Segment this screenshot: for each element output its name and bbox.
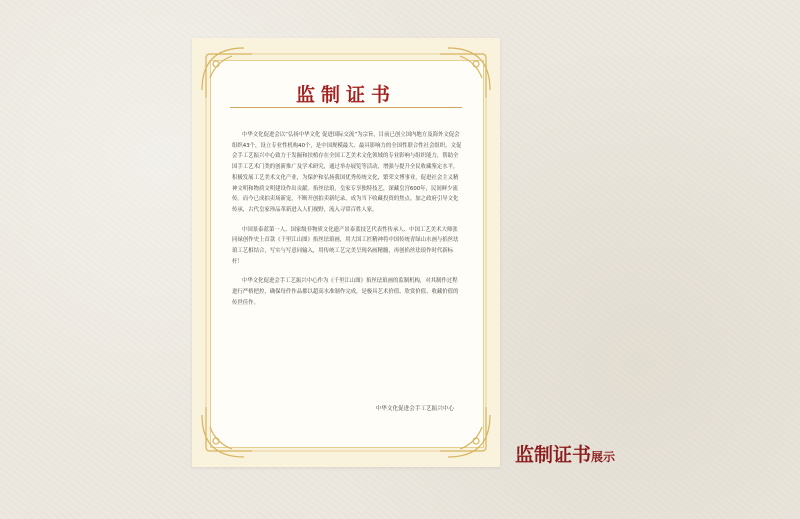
certificate-body [232,130,462,318]
page-caption [515,440,615,467]
certificate-document [192,38,500,467]
certificate-title: 监制证书 [295,84,396,106]
title-divider [230,107,462,108]
certificate-paragraph: 中华文化促进会以“弘扬中华文化 促进国际交流”为宗旨，目前已创立国内地方及海外文促会组织43个，设立专业性机构40个，是中国规模最大、最具影响力的全国性联合性社会组织。文促会手工艺振兴中心致力于发掘和扶植存在全国工艺美术文化领域的专业影响与组织能力，帮助全国手工艺术门类的创新推广及学术研究，通过举办展览等活动，增强与提升全民收藏鉴定水平，积极发展工艺美术文化产业，为保护和弘扬我国优秀传统文化，繁荣文博事业，促进社会主义精神文明和物质文明建设作出贡献。掐丝珐琅，皇家专享独特技艺，深藏皇宫600年，民间鲜少流传。而今已成拍卖场新宠，不断开创拍卖新纪录，成为当下收藏投资的焦点。加之政府引导文化传承，古代皇家珍品革新进入人们视野，流入寻常百姓人家。 [232,132,462,213]
certificate-paragraph: 中华文化促进会手工艺振兴中心作为《千里江山图》掐丝珐琅画的监制机构，对其制作过程进行严格把控，确保每件作品都以超高水准制作完成，是极具艺术价值、欣赏价值、收藏价值的传世佳作。 [232,278,459,306]
certificate-signature: 中华文化促进会手工艺振兴中心 [375,406,454,412]
certificate-paragraph: 中国景泰蓝第一人、国家级非物质文化遗产景泰蓝技艺代表性传承人、中国工艺美术大师张同禄创作史上首款《千里江山图》掐丝珐琅画，用大国工匠精神将中国传统青绿山水画与掐丝珐琅工艺相结合，写实与写意同输入，用传统工艺完美呈现名画精髓，再创掐丝珐琅作时代新标杆！ [232,226,459,265]
caption-main: 监制证书 [515,444,592,466]
caption-sub: 展示 [591,450,616,464]
